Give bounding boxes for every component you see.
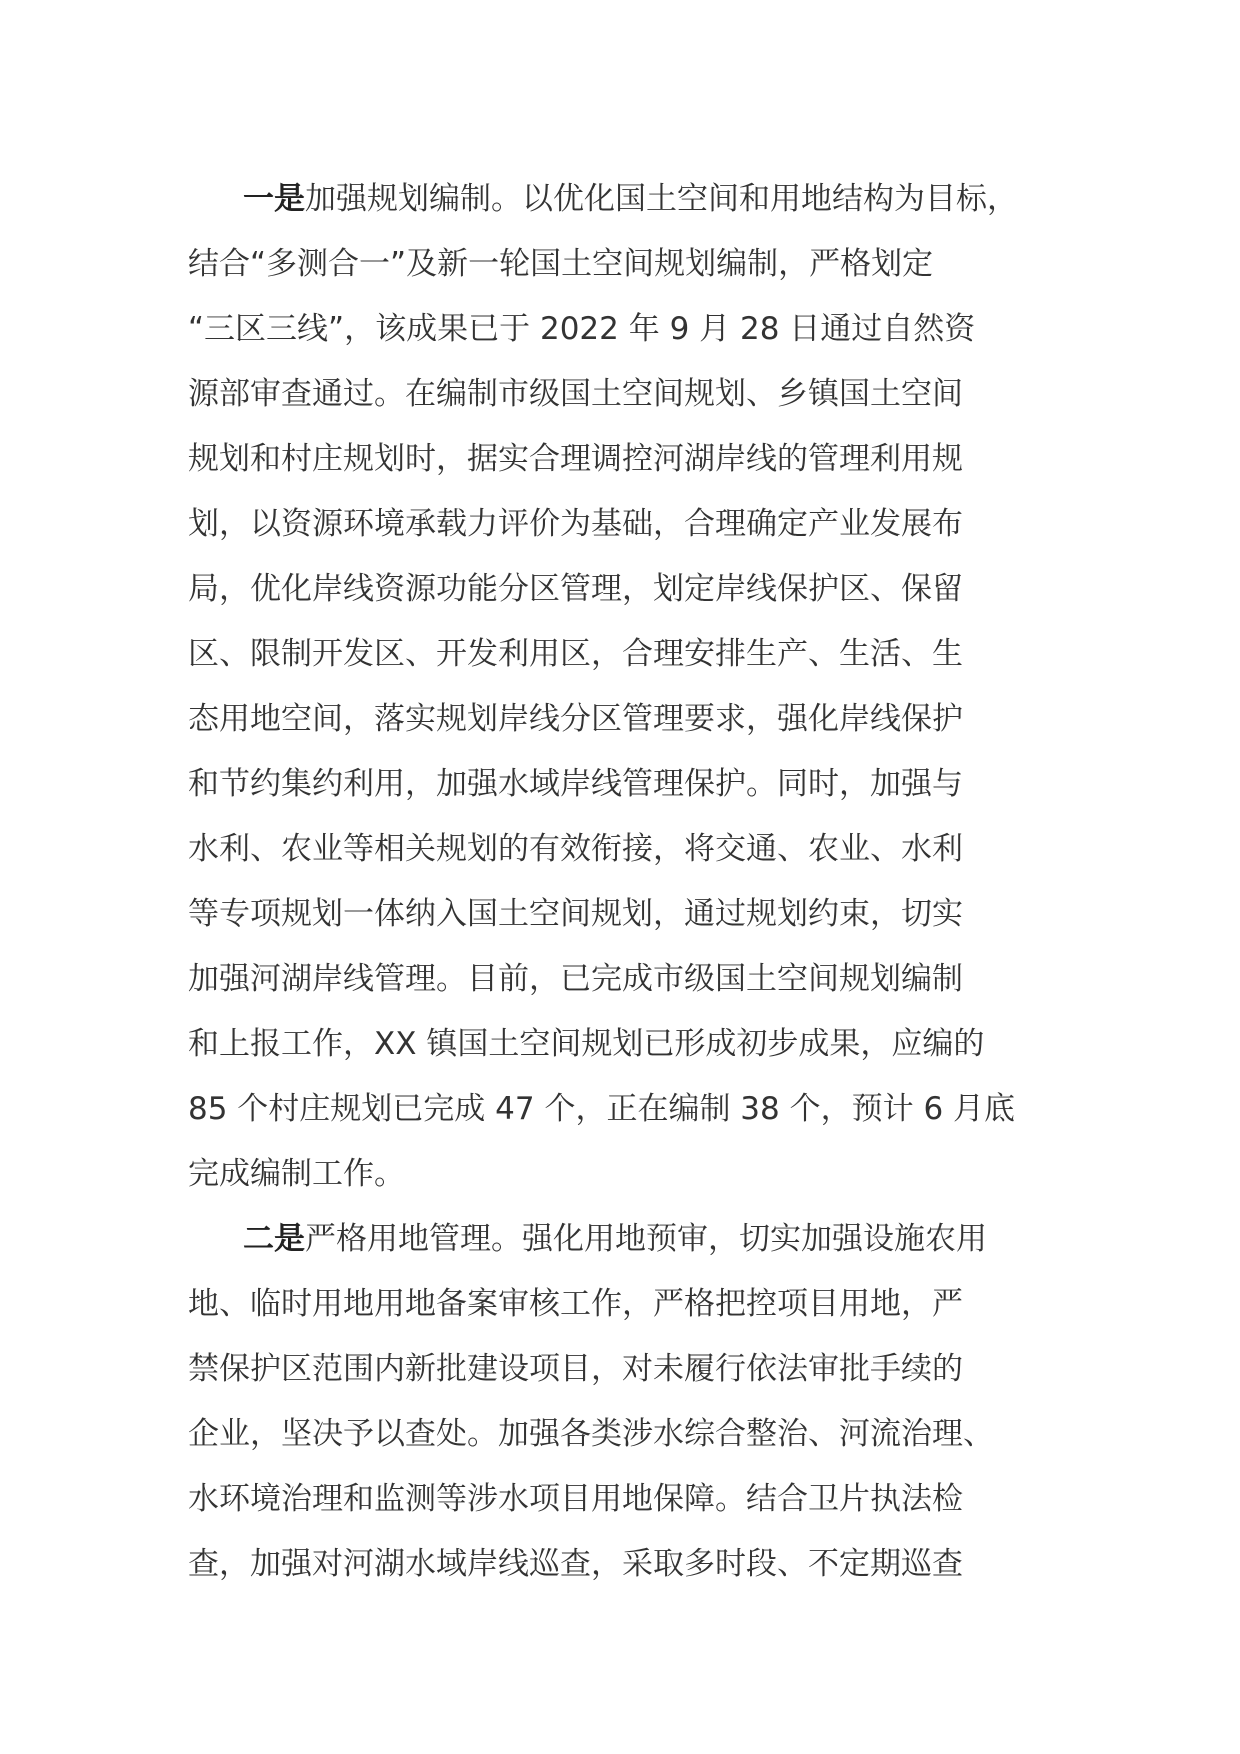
paragraph-1-line-5: 规划和村庄规划时，据实合理调控河湖岸线的管理利用规 xyxy=(188,441,963,477)
paragraph-1-line-4: 源部审查通过。在编制市级国土空间规划、乡镇国土空间 xyxy=(188,376,963,412)
paragraph-1-line-1-text: 加强规划编制。以优化国土空间和用地结构为目标， xyxy=(305,181,1018,217)
paragraph-1-line-9: 态用地空间，落实规划岸线分区管理要求，强化岸线保护 xyxy=(188,701,963,737)
paragraph-1-line-8: 区、限制开发区、开发利用区，合理安排生产、生活、生 xyxy=(188,636,963,672)
paragraph-1-line-11: 水利、农业等相关规划的有效衔接，将交通、农业、水利 xyxy=(188,831,963,867)
paragraph-2-line-3: 禁保护区范围内新批建设项目，对未履行依法审批手续的 xyxy=(188,1351,963,1387)
paragraph-1-line-10: 和节约集约利用，加强水域岸线管理保护。同时，加强与 xyxy=(188,766,963,802)
paragraph-1-line-1 xyxy=(188,167,1068,232)
paragraph-1-line-14: 和上报工作，XX 镇国土空间规划已形成初步成果，应编的 xyxy=(188,1026,985,1062)
paragraph-1-line-12: 等专项规划一体纳入国土空间规划，通过规划约束，切实 xyxy=(188,896,963,932)
paragraph-1-line-13: 加强河湖岸线管理。目前，已完成市级国土空间规划编制 xyxy=(188,961,963,997)
paragraph-2-line-6: 查，加强对河湖水域岸线巡查，采取多时段、不定期巡查 xyxy=(188,1546,963,1582)
paragraph-2-line-4: 企业，坚决予以查处。加强各类涉水综合整治、河流治理、 xyxy=(188,1416,994,1452)
paragraph-1-line-2: 结合“多测合一”及新一轮国土空间规划编制，严格划定 xyxy=(188,246,934,282)
paragraph-2-line-2: 地、临时用地用地备案审核工作，严格把控项目用地，严 xyxy=(188,1286,963,1322)
paragraph-1-lead: 一是 xyxy=(243,181,305,217)
paragraph-1-line-16: 完成编制工作。 xyxy=(188,1156,405,1192)
paragraph-1-line-7: 局，优化岸线资源功能分区管理，划定岸线保护区、保留 xyxy=(188,571,963,607)
paragraph-2-lead: 二是 xyxy=(243,1221,305,1257)
paragraph-1-line-6: 划，以资源环境承载力评价为基础，合理确定产业发展布 xyxy=(188,506,963,542)
paragraph-2-line-1 xyxy=(188,1207,1068,1272)
document-body xyxy=(188,167,1068,1597)
paragraph-2-line-1-text: 严格用地管理。强化用地预审，切实加强设施农用 xyxy=(305,1221,987,1257)
paragraph-1-line-3: “三区三线”，该成果已于 2022 年 9 月 28 日通过自然资 xyxy=(188,311,976,347)
paragraph-2-line-5: 水环境治理和监测等涉水项目用地保障。结合卫片执法检 xyxy=(188,1481,963,1517)
paragraph-1-line-15: 85 个村庄规划已完成 47 个，正在编制 38 个，预计 6 月底 xyxy=(188,1091,1016,1127)
